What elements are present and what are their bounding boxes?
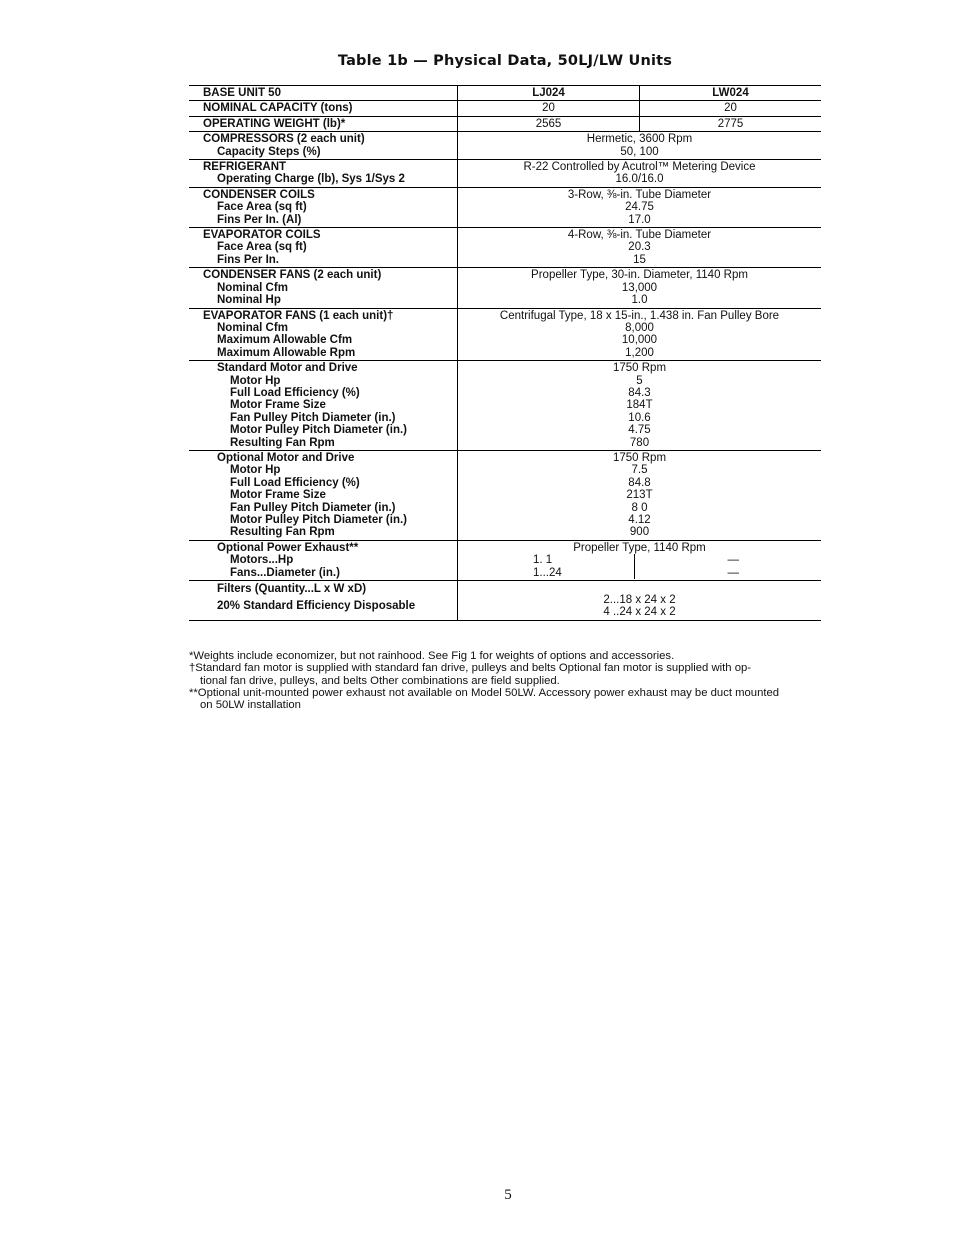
cell-value: 10,000 <box>621 334 658 347</box>
cell-value: 13,000 <box>621 281 658 294</box>
cell-lj024: 1...24 <box>533 566 562 579</box>
row-sublabel: Full Load Efficiency (%) <box>230 386 360 399</box>
cell-value: 900 <box>629 526 650 539</box>
row-sublabel: Nominal Cfm <box>217 321 288 334</box>
cell-value: 7.5 <box>631 464 648 477</box>
row-sublabel: Nominal Cfm <box>217 281 288 294</box>
table-row-evaporator-fans <box>189 309 821 362</box>
row-label: NOMINAL CAPACITY (tons) <box>203 102 353 115</box>
cell-value: 84.3 <box>628 386 651 399</box>
cell-value: Propeller Type, 1140 Rpm <box>573 541 706 554</box>
cell-value: 1750 Rpm <box>612 451 667 464</box>
table-row-operating-weight <box>189 117 821 132</box>
cell-value: 15 <box>633 253 646 266</box>
cell-value: R-22 Controlled by Acutrol™ Metering Device <box>523 161 756 174</box>
cell-lj024: 20 <box>542 102 555 115</box>
footnote-power-exhaust: **Optional unit-mounted power exhaust not available on Model 50LW. Accessory power exhaust may be duct mounted <box>189 686 780 699</box>
cell-value: 16.0/16.0 <box>615 173 664 186</box>
cell-value: 780 <box>629 436 650 449</box>
row-sublabel: Nominal Hp <box>217 294 281 307</box>
physical-data-table <box>189 85 821 621</box>
table-row-standard-motor <box>189 361 821 451</box>
row-sublabel: Motor Hp <box>230 464 281 477</box>
row-sublabel: Fan Pulley Pitch Diameter (in.) <box>230 501 396 514</box>
table-row-condenser-fans <box>189 268 821 308</box>
row-sublabel: Operating Charge (lb), Sys 1/Sys 2 <box>217 173 405 186</box>
row-label: OPERATING WEIGHT (lb)* <box>203 117 346 130</box>
row-sublabel: Capacity Steps (%) <box>217 145 321 158</box>
cell-value: 17.0 <box>628 213 651 226</box>
cell-lj024: 1. 1 <box>533 554 553 567</box>
cell-value: 3-Row, ⅜-in. Tube Diameter <box>567 188 712 201</box>
row-sublabel: Face Area (sq ft) <box>217 201 307 214</box>
row-sublabel: Motor Pulley Pitch Diameter (in.) <box>230 424 407 437</box>
table-row-nominal-capacity <box>189 101 821 116</box>
row-sublabel: Face Area (sq ft) <box>217 241 307 254</box>
cell-value: 213T <box>626 489 653 502</box>
cell-value: Hermetic, 3600 Rpm <box>586 133 693 146</box>
row-sublabel: Motor Frame Size <box>230 399 326 412</box>
row-label: EVAPORATOR FANS (1 each unit)† <box>203 309 394 322</box>
cell-value: Centrifugal Type, 18 x 15-in., 1.438 in. Fan Pulley Bore <box>499 309 780 322</box>
row-sublabel: 20% Standard Efficiency Disposable <box>217 600 416 613</box>
row-sublabel: Resulting Fan Rpm <box>230 526 335 539</box>
cell-value: 8 0 <box>631 501 648 514</box>
table-title: Table 1b — Physical Data, 50LJ/LW Units <box>337 53 673 69</box>
footnote-power-exhaust-cont: on 50LW installation <box>200 699 301 712</box>
table-row-refrigerant <box>189 160 821 188</box>
table-row-header <box>189 85 821 101</box>
page-number: 5 <box>504 1187 512 1203</box>
cell-value: 4.75 <box>628 424 651 437</box>
row-label: Optional Motor and Drive <box>217 451 355 464</box>
cell-lw024: — <box>727 554 739 567</box>
row-sublabel: Resulting Fan Rpm <box>230 436 335 449</box>
row-sublabel: Fins Per In. <box>217 253 279 266</box>
row-sublabel: Motor Hp <box>230 374 281 387</box>
cell-value: 1,200 <box>625 346 654 359</box>
cell-value: 184T <box>626 399 653 412</box>
cell-value: 8,000 <box>625 321 654 334</box>
cell-value: 5 <box>636 374 643 387</box>
cell-lj024: 2565 <box>535 117 562 130</box>
row-label: Filters (Quantity...L x W xD) <box>217 583 367 596</box>
cell-lw024: — <box>727 566 739 579</box>
row-label: Standard Motor and Drive <box>217 362 358 375</box>
cell-value: 1.0 <box>631 294 648 307</box>
table-row-filters <box>189 581 821 621</box>
cell-value: 4.12 <box>628 514 651 526</box>
row-sublabel: Motor Pulley Pitch Diameter (in.) <box>230 514 407 526</box>
row-sublabel: Fans...Diameter (in.) <box>230 566 340 579</box>
row-label: Optional Power Exhaust** <box>217 541 359 554</box>
row-sublabel: Maximum Allowable Cfm <box>217 334 353 347</box>
cell-value: 2...18 x 24 x 2 <box>603 594 676 607</box>
row-sublabel: Full Load Efficiency (%) <box>230 476 360 489</box>
table-row-optional-motor <box>189 451 821 541</box>
row-label: REFRIGERANT <box>203 161 287 174</box>
table-row-compressors <box>189 132 821 160</box>
row-sublabel: Fan Pulley Pitch Diameter (in.) <box>230 411 396 424</box>
cell-value: 4 ..24 x 24 x 2 <box>603 606 676 619</box>
cell-value: 20.3 <box>628 241 651 254</box>
cell-value: 50, 100 <box>620 145 659 158</box>
cell-lw024: 2775 <box>639 117 821 131</box>
cell-value: 10.6 <box>628 411 651 424</box>
footnote-fan-motor: †Standard fan motor is supplied with standard fan drive, pulleys and belts Optional fan motor is supplied with op- <box>189 662 752 675</box>
cell-value: 4-Row, ⅜-in. Tube Diameter <box>567 229 712 242</box>
cell-lw024: 20 <box>639 101 821 115</box>
cell-value: 24.75 <box>625 201 654 214</box>
cell-value: Propeller Type, 30-in. Diameter, 1140 Rpm <box>531 269 748 282</box>
column-header-lw024: LW024 <box>639 86 821 100</box>
row-sublabel: Fins Per In. (Al) <box>217 213 302 226</box>
table-row-power-exhaust <box>189 541 821 581</box>
row-sublabel: Maximum Allowable Rpm <box>217 346 356 359</box>
row-label: COMPRESSORS (2 each unit) <box>203 133 365 146</box>
row-label: EVAPORATOR COILS <box>203 229 321 242</box>
row-label: BASE UNIT 50 <box>203 87 281 99</box>
footnote-weights: *Weights include economizer, but not rainhood. See Fig 1 for weights of options and accessories. <box>189 650 675 662</box>
table-row-condenser-coils <box>189 188 821 228</box>
cell-value: 84.8 <box>628 476 651 489</box>
row-sublabel: Motor Frame Size <box>230 489 326 502</box>
table-footnotes <box>189 650 829 711</box>
row-sublabel: Motors...Hp <box>230 554 294 567</box>
row-label: CONDENSER COILS <box>203 188 315 201</box>
cell-value: 1750 Rpm <box>612 362 667 375</box>
column-header-lj024: LJ024 <box>532 87 565 99</box>
table-row-evaporator-coils <box>189 228 821 268</box>
footnote-fan-motor-cont: tional fan drive, pulleys, and belts Other combinations are field supplied. <box>200 674 560 687</box>
row-label: CONDENSER FANS (2 each unit) <box>203 269 382 282</box>
